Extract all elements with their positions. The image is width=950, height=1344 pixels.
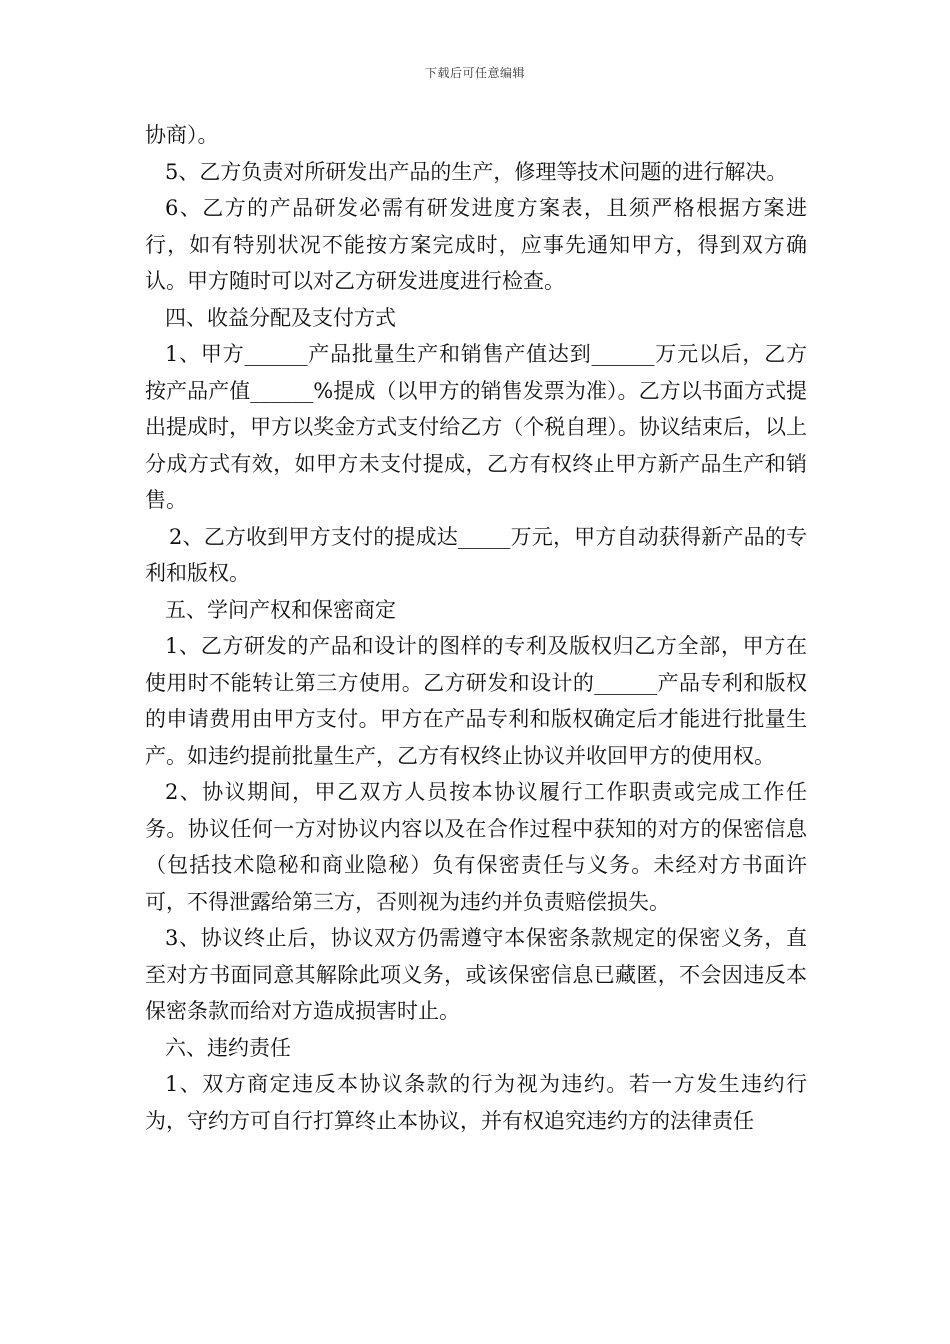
- paragraph-revenue-1: 1、甲方______产品批量生产和销售产值达到______万元以后，乙方按产品产值______%提成（以甲方的销售发票为准）。乙方以书面方式提出提成时，甲方以奖金方式支付给乙方（个税自理）。协议结束后，以上分成方式有效，如甲方未支付提成，乙方有权终止甲方新产品生产和销售。: [145, 342, 807, 512]
- document-body: [145, 117, 807, 1139]
- paragraph-revenue-2: 2、乙方收到甲方支付的提成达_____万元，甲方自动获得新产品的专利和版权。: [145, 524, 807, 585]
- header-note: 下载后可任意编辑: [424, 66, 525, 80]
- section-heading-ip: 五、学问产权和保密商定: [165, 597, 396, 622]
- paragraph-ip-1: 1、乙方研发的产品和设计的图样的专利及版权归乙方全部，甲方在使用时不能转让第三方使用。乙方研发和设计的______产品专利和版权的申请费用由甲方支付。甲方在产品专利和版权确定后才能进行批量生产。如违约提前批量生产，乙方有权终止协议并收回甲方的使用权。: [145, 634, 807, 768]
- paragraph-breach-1: 1、双方商定违反本协议条款的行为视为违约。若一方发生违约行为，守约方可自行打算终止本协议，并有权追究违约方的法律责任: [145, 1072, 807, 1133]
- section-heading-revenue: 四、收益分配及支付方式: [165, 305, 396, 330]
- section-heading-breach: 六、违约责任: [165, 1035, 291, 1060]
- paragraph-item-5: 5、乙方负责对所研发出产品的生产，修理等技术问题的进行解决。: [165, 159, 788, 184]
- paragraph-ip-3: 3、协议终止后，协议双方仍需遵守本保密条款规定的保密义务，直至对方书面同意其解除此项义务，或该保密信息已藏匿，不会因违反本保密条款而给对方造成损害时止。: [145, 926, 807, 1023]
- paragraph-continuation: 协商）。: [145, 123, 219, 147]
- paragraph-item-6: 6、乙方的产品研发必需有研发进度方案表，且须严格根据方案进行，如有特别状况不能按方案完成时，应事先通知甲方，得到双方确认。甲方随时可以对乙方研发进度进行检查。: [145, 196, 807, 293]
- paragraph-ip-2: 2、协议期间，甲乙双方人员按本协议履行工作职责或完成工作任务。协议任何一方对协议内容以及在合作过程中获知的对方的保密信息（包括技术隐秘和商业隐秘）负有保密责任与义务。未经对方书面许可，不得泄露给第三方，否则视为违约并负责赔偿损失。: [145, 780, 807, 914]
